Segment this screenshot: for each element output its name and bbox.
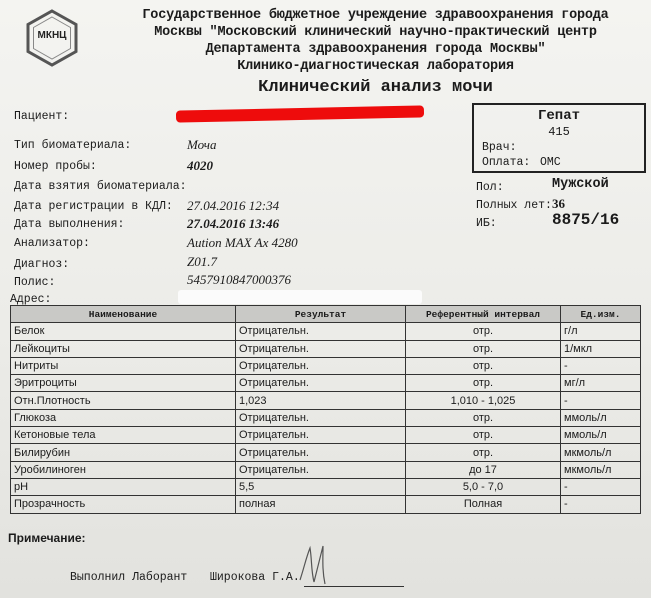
biomaterial-label: Тип биоматериала: [14, 139, 132, 152]
cell-unit: - [561, 357, 641, 374]
cell-name: Отн.Плотность [11, 392, 236, 409]
cell-reference: отр. [406, 427, 561, 444]
cell-result: 5,5 [236, 478, 406, 495]
org-line-4: Клинико-диагностическая лаборатория [237, 59, 514, 74]
policy-value: 5457910847000376 [187, 272, 291, 287]
note-label: Примечание: [8, 531, 86, 545]
cell-unit: г/л [561, 323, 641, 340]
department-number: 415 [548, 125, 570, 139]
payment-value: ОМС [540, 156, 561, 169]
reg-date-label: Дата регистрации в КДЛ: [14, 200, 173, 213]
table-row [11, 444, 641, 461]
address-redaction [178, 290, 422, 304]
mknc-logo [22, 8, 82, 68]
table-row [11, 427, 641, 444]
cell-result: Отрицательн. [236, 375, 406, 392]
age-value: 36 [552, 196, 565, 211]
cell-unit: ммоль/л [561, 427, 641, 444]
biomaterial-value: Моча [187, 137, 217, 152]
age-label: Полных лет: [476, 199, 552, 212]
patient-label: Пациент: [14, 110, 70, 123]
results-table [10, 305, 641, 514]
cell-reference: отр. [406, 323, 561, 340]
cell-unit: - [561, 392, 641, 409]
cell-unit: мкмоль/л [561, 444, 641, 461]
org-line-3: Департамента здравоохранения города Москвы" [205, 42, 546, 57]
department-box [472, 103, 646, 173]
col-reference-header: Референтный интервал [406, 306, 561, 323]
col-result-header: Результат [236, 306, 406, 323]
cell-unit: мкмоль/л [561, 461, 641, 478]
cell-name: Уробилиноген [11, 461, 236, 478]
table-row [11, 461, 641, 478]
table-row [11, 340, 641, 357]
cell-name: pH [11, 478, 236, 495]
cell-name: Кетоновые тела [11, 427, 236, 444]
sex-value: Мужской [552, 177, 609, 192]
cell-result: Отрицательн. [236, 409, 406, 426]
col-name-header: Наименование [11, 306, 236, 323]
cell-name: Нитриты [11, 357, 236, 374]
cell-name: Белок [11, 323, 236, 340]
cell-reference: до 17 [406, 461, 561, 478]
cell-unit: ммоль/л [561, 409, 641, 426]
cell-reference: отр. [406, 340, 561, 357]
cell-reference: отр. [406, 409, 561, 426]
sex-label: Пол: [476, 181, 504, 194]
collect-date-label: Дата взятия биоматериала: [14, 180, 187, 193]
table-row [11, 323, 641, 340]
col-unit-header: Ед.изм. [561, 306, 641, 323]
ib-value: 8875/16 [552, 211, 620, 229]
performer-name: Широкова Г.А. [210, 571, 300, 584]
cell-result: 1,023 [236, 392, 406, 409]
cell-unit: мг/л [561, 375, 641, 392]
cell-name: Глюкоза [11, 409, 236, 426]
analyzer-value: Aution MAX Ax 4280 [187, 235, 298, 250]
table-row [11, 496, 641, 513]
sample-label: Номер пробы: [14, 160, 97, 173]
cell-result: Отрицательн. [236, 444, 406, 461]
doctor-label: Врач: [482, 141, 517, 154]
logo-text: МКНЦ [37, 30, 67, 41]
diagnosis-label: Диагноз: [14, 258, 70, 271]
cell-reference: 1,010 - 1,025 [406, 392, 561, 409]
done-date-label: Дата выполнения: [14, 218, 125, 231]
table-row [11, 357, 641, 374]
table-row [11, 375, 641, 392]
org-line-2: Москвы "Московский клинический научно-практический центр [154, 25, 597, 40]
table-row [11, 392, 641, 409]
cell-reference: 5,0 - 7,0 [406, 478, 561, 495]
cell-result: полная [236, 496, 406, 513]
cell-reference: отр. [406, 375, 561, 392]
cell-name: Лейкоциты [11, 340, 236, 357]
cell-name: Эритроциты [11, 375, 236, 392]
cell-unit: - [561, 478, 641, 495]
diagnosis-value: Z01.7 [187, 254, 217, 269]
policy-label: Полис: [14, 276, 56, 289]
cell-name: Билирубин [11, 444, 236, 461]
cell-result: Отрицательн. [236, 323, 406, 340]
cell-result: Отрицательн. [236, 427, 406, 444]
sample-value: 4020 [187, 158, 213, 173]
table-header-row [11, 306, 641, 323]
org-line-1: Государственное бюджетное учреждение здравоохранения города [142, 8, 609, 23]
cell-unit: 1/мкл [561, 340, 641, 357]
analyzer-label: Анализатор: [14, 237, 90, 250]
cell-reference: отр. [406, 444, 561, 461]
payment-label: Оплата: [482, 156, 531, 169]
address-label: Адрес: [10, 293, 52, 306]
cell-result: Отрицательн. [236, 340, 406, 357]
report-title: Клинический анализ мочи [258, 78, 493, 97]
done-date-value: 27.04.2016 13:46 [187, 216, 280, 231]
cell-reference: отр. [406, 357, 561, 374]
reg-date-value: 27.04.2016 12:34 [187, 198, 280, 213]
patient-name-redaction [176, 105, 424, 122]
table-row [11, 409, 641, 426]
cell-result: Отрицательн. [236, 461, 406, 478]
cell-reference: Полная [406, 496, 561, 513]
signature-scribble [290, 540, 350, 590]
cell-result: Отрицательн. [236, 357, 406, 374]
department-name: Гепат [537, 108, 580, 124]
cell-name: Прозрачность [11, 496, 236, 513]
performer-label: Выполнил Лаборант [70, 571, 188, 584]
cell-unit: - [561, 496, 641, 513]
ib-label: ИБ: [476, 217, 497, 230]
table-row [11, 478, 641, 495]
